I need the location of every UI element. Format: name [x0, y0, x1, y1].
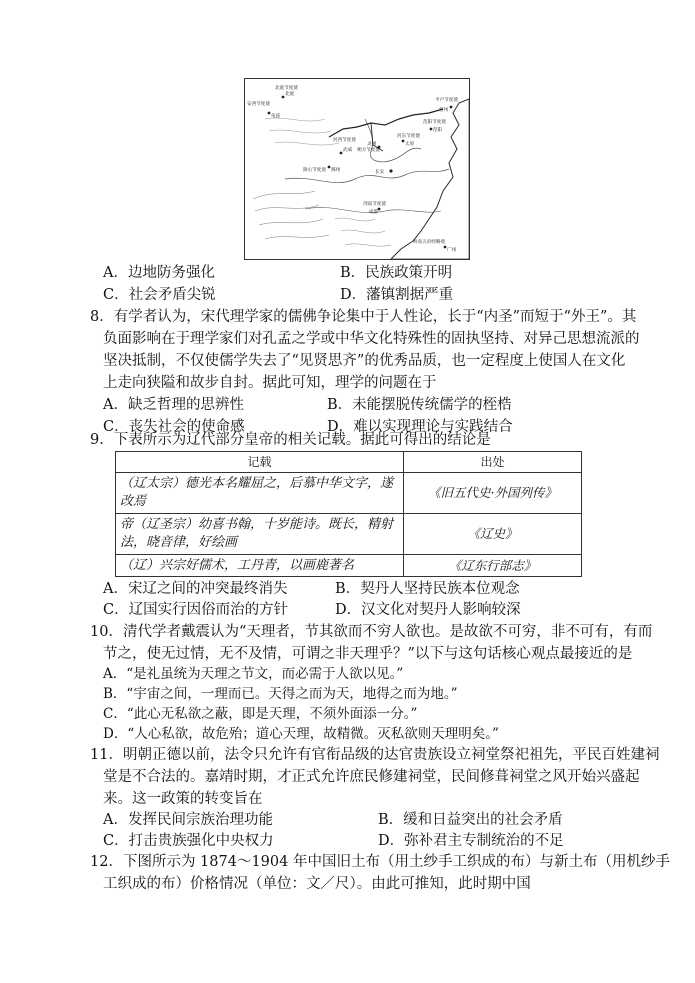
q10-stem-line: 10．清代学者戴震认为“天理者，节其欲而不穷人欲也。是故欲不可穷，非不可有，有而 [90, 624, 653, 640]
map-label: 武威 [343, 148, 353, 153]
q8-option-d: D．难以实现理论与实践结合 [327, 419, 513, 435]
map-label: 朔方节度使 [357, 148, 380, 153]
q12-stem-line: 12．下图所示为 1874～1904 年中国旧土布（用土纱手工织成的布）与新土布（用机纱手 [90, 854, 670, 870]
table-row [116, 473, 582, 514]
map-label: 剑南节度使 [363, 202, 386, 207]
map-label: 岭南五府经略使 [413, 240, 446, 245]
q9-option-c: C．辽国实行因俗而治的方针 [103, 602, 289, 618]
q11-stem-line: 来。这一政策的转变旨在 [103, 791, 263, 807]
map-label: 长安 [375, 170, 385, 175]
record-cell: （辽太宗）德光本名耀屈之，后慕中华文字，遂改焉 [116, 473, 404, 514]
map-label: 范阳节度使 [423, 120, 446, 125]
source-cell: 《辽东行部志》 [404, 555, 582, 577]
source-cell: 《辽史》 [404, 514, 582, 555]
q11-option-b: B．缓和日益突出的社会矛盾 [378, 812, 563, 828]
q10-option-c: C．“此心无私欲之蔽，即是天理，不须外面添一分。” [103, 706, 418, 722]
header-source: 出处 [404, 452, 582, 473]
historical-map [244, 78, 470, 260]
map-label: 龟兹 [271, 114, 281, 119]
map-label: 广州 [447, 248, 457, 253]
q11-option-d: D．弥补君主专制统治的不足 [378, 833, 564, 849]
map-label: 北庭节度使 [275, 86, 298, 91]
map-label: 河西节度使 [333, 138, 356, 143]
q9-option-a: A．宋辽之间的冲突最终消失 [103, 581, 288, 597]
q8-stem-line: 坚决抵制，不仅使儒学失去了“见贤思齐”的优秀品质，也一定程度上使国人在文化 [103, 353, 626, 369]
q11-option-a: A．发挥民间宗族治理功能 [103, 812, 273, 828]
map-label: 太原 [405, 142, 415, 147]
q12-stem-line: 工织成的布）价格情况（单位：文／尺）。由此可推知，此时期中国 [103, 876, 531, 892]
q7-option-a: A．边地防务强化 [103, 265, 215, 281]
map-label: 河东节度使 [397, 134, 420, 139]
record-cell: 帝（辽圣宗）幼喜书翰，十岁能诗。既长，精射法，晓音律，好绘画 [116, 514, 404, 555]
q9-option-b: B．契丹人坚持民族本位观念 [335, 581, 520, 597]
q8-option-c: C．丧失社会的使命感 [103, 419, 245, 435]
table-row [116, 514, 582, 555]
table-row [116, 555, 582, 577]
q8-option-b: B．未能摆脱传统儒学的桎梏 [327, 397, 512, 413]
q11-stem-line: 堂是不合法的。嘉靖时期，才正式允许庶民修建祠堂，民间修葺祠堂之风开始兴盛起 [103, 769, 640, 785]
map-label: 营州 [439, 108, 449, 113]
header-record: 记载 [116, 452, 404, 473]
map-label: 北庭 [285, 92, 295, 97]
record-cell: （辽）兴宗好儒术，工丹青，以画鹿著名 [116, 555, 404, 577]
map-label: 安西节度使 [247, 102, 270, 107]
q10-option-a: A．“是礼虽统为天理之节文，而必需于人欲以见。” [103, 666, 404, 682]
q10-stem-line: 节之，使无过情，无不及情，可谓之非天理乎？”以下与这句话核心观点最接近的是 [103, 646, 633, 662]
q10-option-b: B．“宇宙之间，一理而已。天得之而为天，地得之而为地。” [103, 686, 458, 702]
q9-records-table [115, 451, 582, 577]
q11-option-c: C．打击贵族强化中央权力 [103, 833, 274, 849]
map-label: 成都 [369, 210, 379, 215]
q7-option-b: B．民族政策开明 [340, 265, 453, 281]
q10-option-d: D．“人心私欲，故危殆；道心天理，故精微。灭私欲则天理明矣。” [103, 726, 499, 742]
q9-stem: 9．下表所示为辽代部分皇帝的相关记载。据此可得出的结论是 [90, 432, 491, 448]
table-header-row [116, 452, 582, 473]
q8-stem-line: 8．有学者认为，宋代理学家的儒佛争论集中于人性论，长于“内圣”而短于“外王”。其 [90, 309, 637, 325]
q7-option-c: C．社会矛盾尖锐 [103, 287, 216, 303]
map-label: 陇右节度使 [303, 168, 326, 173]
tang-frontier-map [245, 79, 469, 259]
q9-option-d: D．汉文化对契丹人影响较深 [335, 602, 521, 618]
map-label: 灵州 [367, 142, 377, 147]
q8-stem-line: 上走向狭隘和故步自封。据此可知，理学的问题在于 [103, 375, 437, 391]
q8-stem-line: 负面影响在于理学家们对孔孟之学或中华文化特殊性的固执坚持、对异己思想流派的 [103, 331, 640, 347]
map-label: 平卢节度使 [435, 98, 458, 103]
map-label: 范阳 [433, 128, 443, 133]
q11-stem-line: 11．明朝正德以前，法令只允许有官衔品级的达官贵族设立祠堂祭祀祖先，平民百姓建祠 [90, 747, 660, 763]
q8-option-a: A．缺乏哲理的思辨性 [103, 397, 244, 413]
source-cell: 《旧五代史·外国列传》 [404, 473, 582, 514]
q7-option-d: D．藩镇割据严重 [340, 287, 454, 303]
map-label: 鄯州 [331, 168, 341, 173]
